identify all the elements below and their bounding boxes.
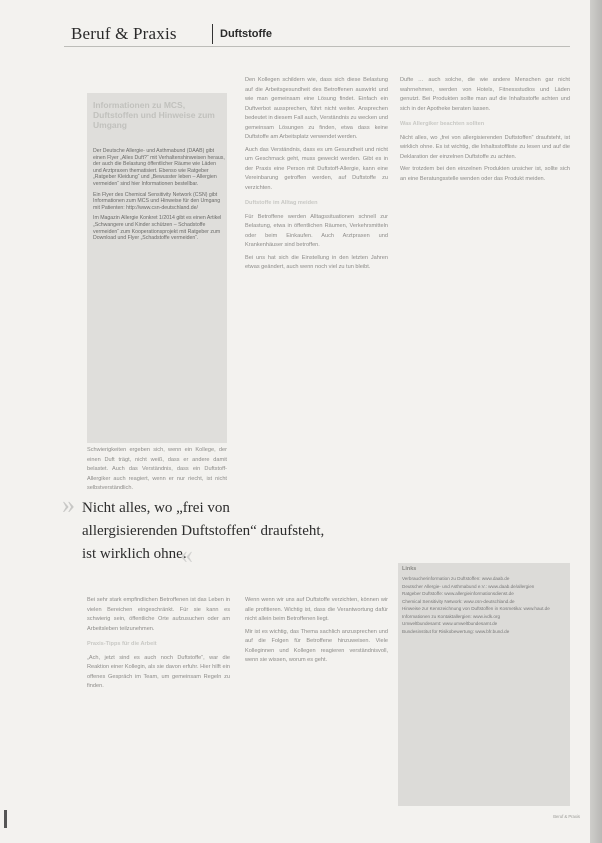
link-item[interactable]: Informationen zu Kontaktallergien: www.ivdk.org — [402, 613, 501, 619]
body-paragraph: Auch das Verständnis, dass es um Gesundheit und nicht um Geschmack geht, muss geweckt werden. Gibt es in der Praxis eine Person mit Duftstoff-Allergie, kann eine Vereinbarung getroffen werden, auf Duftstoffe zu verzichten. — [245, 146, 388, 191]
link-item[interactable]: Bundesinstitut für Risikobewertung: www.bfr.bund.de — [402, 628, 510, 634]
binding-mark — [4, 810, 7, 828]
page-header-section: Duftstoffe — [220, 28, 272, 40]
pull-quote-line: allergisierenden Duftstoffen“ draufsteht, — [82, 523, 325, 539]
links-list — [402, 576, 566, 636]
column-1-bottom — [87, 446, 227, 497]
subheading: Duftstoffe im Alltag meiden — [245, 200, 318, 206]
column-1-lower — [87, 596, 230, 695]
link-item[interactable]: Verbraucherinformation zu Duftstoffen: www.daab.de — [402, 576, 510, 581]
info-box-paragraph: Der Deutsche Allergie- und Asthmabund (DAAB) gibt einen Flyer „Alles Duft?“ mit Verhaltenshinweisen heraus, der auch die Belastung öffentlicher Räume wie Läden und Arztpraxen thematisiert. Ebenso wie Ratgeber „Ratgeber Kleidung“ und „Bewusster leben – Allergien vermeiden“ sind hier Informationen bestellbar. — [93, 148, 225, 187]
link-item[interactable]: Chemical Sensitivity Network: www.csn-deutschland.de — [402, 598, 515, 604]
column-2-lower — [245, 596, 388, 669]
pull-quote — [82, 497, 402, 566]
pull-quote-line: ist wirklich ohne. — [82, 546, 187, 562]
info-box-body — [93, 148, 225, 246]
link-item[interactable]: Hinweise zur Kennzeichnung von Duftstoffen in Kosmetika: www.haut.de — [402, 606, 550, 611]
page-footer: Beruf & Praxis — [553, 814, 580, 819]
quote-close-mark: « — [180, 540, 193, 569]
header-rule — [64, 46, 570, 47]
links-heading: Links — [402, 566, 417, 572]
info-box — [87, 93, 227, 443]
body-paragraph: Für Betroffene werden Alltagssituationen schnell zur Belastung, etwa in öffentlichen Räumen, Verkehrsmitteln oder beim Einkaufen. Auch Arztpraxen und Krankenhäuser sind betroffen. — [245, 213, 388, 248]
header-separator — [212, 24, 213, 44]
info-box-heading: Informationen zu MCS, Duftstoffen und Hinweise zum Umgang — [93, 100, 215, 130]
body-paragraph: „Ach, jetzt sind es auch noch Duftstoffe“, war die Reaktion einer Kollegin, als sie davon erfuhr. Hier hilft ein offenes Gespräch im Team, um gemeinsam Regeln zu finden. — [87, 654, 230, 689]
body-paragraph: Bei uns hat sich die Einstellung in den letzten Jahren etwas geändert, auch wenn noch viel zu tun bleibt. — [245, 254, 388, 270]
body-paragraph: Wer trotzdem bei den einzelnen Produkten unsicher ist, sollte sich an eine Beratungsstelle wenden oder das Produkt meiden. — [400, 166, 570, 182]
column-2 — [245, 76, 388, 276]
links-box — [398, 563, 570, 806]
pull-quote-line: Nicht alles, wo „frei von — [82, 500, 230, 516]
link-item[interactable]: Deutscher Allergie- und Asthmabund e.V.: www.daab.de/allergien — [402, 583, 535, 589]
info-box-paragraph: Ein Flyer des Chemical Sensitivity Network (CSN) gibt Informationen zum MCS und Hinweise für den Umgang mit Patienten: http://www.csn-deutschland.de/ — [93, 191, 221, 211]
column-3 — [400, 76, 570, 187]
quote-open-mark: » — [62, 490, 75, 519]
subheading: Was Allergiker beachten sollten — [400, 121, 485, 127]
link-item[interactable]: Umweltbundesamt: www.umweltbundesamt.de — [402, 621, 498, 626]
body-paragraph: Mir ist es wichtig, das Thema sachlich anzusprechen und auf die Folgen für Betroffene hinzuweisen. Viele Kolleginnen und Kollegen reagieren verständnisvoll, wenn sie wissen, worum es geht. — [245, 628, 388, 663]
body-paragraph: Nicht alles, wo „frei von allergisierenden Duftstoffen“ draufsteht, ist wirklich ohne. Es ist wichtig, die Inhaltsstoffliste zu lesen und auf die Deklaration der einzelnen Duftstoffe zu achten. — [400, 134, 570, 160]
body-paragraph: Bei sehr stark empfindlichen Betroffenen ist das Leben in vielen Bereichen eingeschränkt. Für sie kann es schwierig sein, öffentliche Orte aufzusuchen oder am Arbeitsleben teilzunehmen. — [87, 597, 230, 632]
page-header-title: Beruf & Praxis — [71, 24, 177, 43]
body-paragraph: Schwierigkeiten ergeben sich, wenn ein Kollege, der einen Duft trägt, nicht weiß, dass er andere damit belastet. Auch das Verständnis, dass ein Duftstoff-Allergiker auch reagiert, wenn er nur riecht, ist nicht selbstverständlich. — [87, 447, 227, 491]
link-item[interactable]: Ratgeber Duftstoffe: www.allergieinformationsdienst.de — [402, 591, 514, 596]
body-paragraph: Wenn wenn wir uns auf Duftstoffe verzichten, können wir alle profitieren. Wichtig ist, dass die Verantwortung dafür nicht allein beim Betroffenen liegt. — [245, 597, 388, 622]
body-paragraph: Den Kollegen schildern wie, dass sich diese Belastung auf die Arbeitsgesundheit des Betroffenen auswirkt und wie man gemeinsam eine Lösung findet. Einfach ein Duftverbot aussprechen, führt nicht weiter. Ansprechen bedeutet in diesem Fall auch, Verständnis zu wecken und gemeinsam Lösungen zu finden, etwa dass keine Duftstoffe am Arbeitsplatz verwendet werden. — [245, 77, 388, 140]
info-box-paragraph: Im Magazin Allergie Konkret 1/2014 gibt es einen Artikel „Schwangere und Kinder schützen – Schadstoffe vermeiden“ zum Kooperationsprojekt mit Ratgeber zum Download und Flyer „Schadstoffe vermeiden“. — [93, 215, 222, 242]
subheading: Praxis-Tipps für die Arbeit — [87, 641, 157, 647]
body-paragraph: Dufte … auch solche, die wie andere Menschen gar nicht wahrnehmen, werden von Hotels, Fitnessstudios und Läden genutzt. Bei Produkten sollte man auf die Inhaltsstoffe achten und sich in der Apotheke beraten lassen. — [400, 77, 570, 112]
page-edge-shadow — [590, 0, 602, 843]
